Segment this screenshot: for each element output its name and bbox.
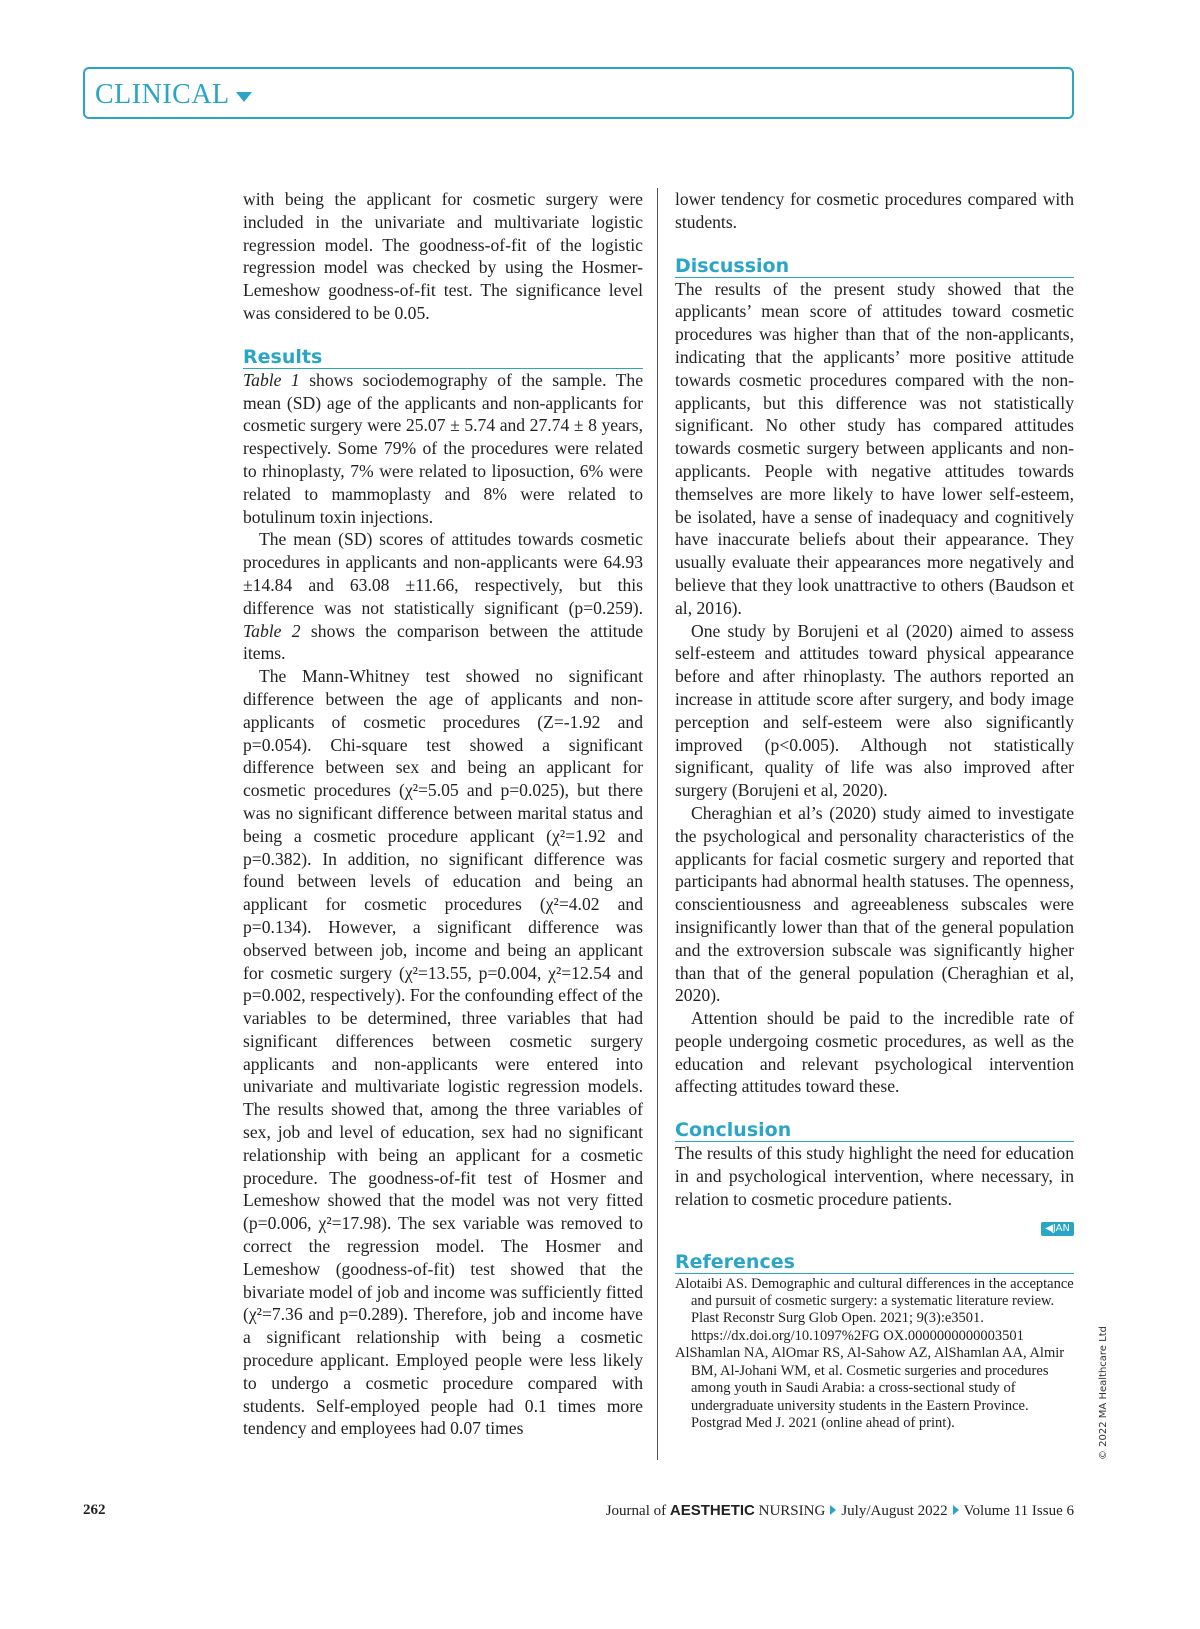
reference-list [675,1276,1074,1433]
copyright-notice [1098,1326,1112,1474]
results-paragraph-1 [243,369,643,529]
discussion-heading: Discussion [675,255,1074,278]
volume-issue: Volume 11 Issue 6 [963,1503,1074,1519]
section-header [83,67,1074,119]
results-heading: Results [243,346,643,369]
discussion-paragraph-3: Cheraghian et al’s (2020) study aimed to investigate the psychological and personality characteristics of the applicants for facial cosmetic surgery and reported that participants had abnormal health statuses. The openness, conscientiousness and agreeableness subscales were insignificantly lower than that of the general population and the extroversion subscale was significantly higher than that of the general population (Cheraghian et al, 2020). [675,802,1074,1006]
discussion-paragraph-4: Attention should be paid to the incredible rate of people undergoing cosmetic procedures, as well as the education and relevant psychological intervention affecting attitudes toward these. [675,1008,1074,1097]
issue-date: July/August 2022 [841,1503,948,1519]
journal-prefix: Journal of [605,1503,670,1519]
column-divider [657,188,658,1460]
page-number: 262 [83,1502,106,1518]
results-paragraph-1-text: shows sociodemography of the sample. The mean (SD) age of the applicants and non-applicants for cosmetic surgery were 25.07 ± 5.74 and 27.74 ± 8 years, respectively. Some 79% of the procedures were related to rhinoplasty, 7% were related to liposuction, 6% were related to mammoplasty and 8% were related to botulinum toxin injections. [243,369,644,527]
section-label: CLINICAL [95,79,230,110]
arrow-right-icon [953,1505,959,1515]
conclusion-heading: Conclusion [675,1119,1074,1142]
copyright-text: © 2022 MA Healthcare Ltd [1098,1326,1109,1460]
results-paragraph-2-text-a: The mean (SD) scores of attitudes towards cosmetic procedures in applicants and non-applicants were 64.93 ±14.84 and 63.08 ±11.66, respectively, but this difference was not statistically significant (p=0.259). [243,529,643,618]
end-badge-label: JAN [1052,1222,1070,1234]
reference-item: Alotaibi AS. Demographic and cultural differences in the acceptance and pursuit of cosmetic surgery: a systematic literature review. Plast Reconstr Surg Glob Open. 2021; 9(3):e3501. https://dx.doi.org/10.1097%2FG OX.0000000000003501 [675,1275,1074,1344]
conclusion-paragraph: The results of this study highlight the need for education in and psychological intervention, where necessary, in relation to cosmetic procedure patients. [675,1143,1074,1209]
results-paragraph-2 [243,528,643,665]
caret-down-icon [236,92,252,102]
section-title [95,79,252,111]
journal-name-bold: AESTHETIC [669,1502,755,1519]
methods-continuation: with being the applicant for cosmetic surgery were included in the univariate and multivariate logistic regression model. The goodness-of-fit of the logistic regression model was checked by using the Hosmer-Lemeshow goodness-of-fit test. The significance level was considered to be 0.05. [243,189,643,323]
end-mark [675,1214,1074,1234]
reference-item: AlShamlan NA, AlOmar RS, Al-Sahow AZ, AlShamlan AA, Almir BM, Al-Johani WM, et al. Cosmetic surgeries and procedures among youth in Saudi Arabia: a cross-sectional study of undergraduate university students in the Eastern Province. Postgrad Med J. 2021 (online ahead of print). [675,1345,1065,1431]
table-1-reference: Table 1 [243,369,300,390]
results-continuation: lower tendency for cosmetic procedures compared with students. [675,189,1074,232]
left-column [243,188,643,1440]
references-heading: References [675,1251,1074,1274]
discussion-paragraph-2: One study by Borujeni et al (2020) aimed to assess self-esteem and attitudes toward physical appearance before and after rhinoplasty. The authors reported an increase in attitude score after surgery, and body image perception and self-esteem were also significantly improved (p<0.005). Although not statistically significant, quality of life was also improved after surgery (Borujeni et al, 2020). [675,620,1074,801]
table-2-reference: Table 2 [243,620,301,641]
arrow-right-icon [830,1505,836,1515]
journal-end-badge: ◀JAN [1041,1222,1074,1236]
results-paragraph-3: The Mann-Whitney test showed no significant difference between the age of applicants and non-applicants of cosmetic procedures (Z=-1.92 and p=0.054). Chi-square test showed a significant difference between sex and being an applicant for cosmetic procedures (χ²=5.05 and p=0.025), but there was no significant difference between marital status and being a cosmetic procedure applicant (χ²=1.92 and p=0.382). In addition, no significant difference was found between levels of education and being an applicant for cosmetic procedures (χ²=4.02 and p=0.134). However, a significant difference was observed between job, income and being an applicant for cosmetic surgery (χ²=13.55, p=0.004, χ²=12.54 and p=0.002, respectively). For the confounding effect of the variables to be determined, three variables that had significant differences between cosmetic surgery applicants and non-applicants were entered into univariate and multivariate logistic regression models. The results showed that, among the three variables of sex, job and level of education, sex had no significant relationship with being an applicant for a cosmetic procedure. The goodness-of-fit test of Hosmer and Lemeshow showed that the model was not very fitted (p=0.006, χ²=17.98). The sex variable was removed to correct the regression model. The Hosmer and Lemeshow (goodness-of-fit) test showed that the bivariate model of job and income was sufficiently fitted (χ²=7.36 and p=0.289). Therefore, job and income have a significant relationship with being a cosmetic procedure applicant. Employed people were less likely to undergo a cosmetic procedure compared with students. Self-employed people had 0.1 times more tendency and employees had 0.07 times [243,666,643,1439]
journal-suffix: NURSING [754,1503,826,1519]
journal-footer [606,1502,1074,1520]
results-paragraph-2-text-b: shows the comparison between the attitude items. [243,620,643,664]
right-column [675,188,1074,1432]
discussion-paragraph-1: The results of the present study showed that the applicants’ mean score of attitudes toward cosmetic procedures was higher than that of the non-applicants, indicating that the applicants’ more positive attitude towards cosmetic procedures compared with the non-applicants, but this difference was not statistically significant. No other study has compared attitudes towards cosmetic surgery between applicants and non-applicants. People with negative attitudes towards themselves are more likely to have lower self-esteem, be isolated, have a sense of inadequacy and cognitively have inaccurate beliefs about their appearance. They usually evaluate their appearances more negatively and believe that they look unattractive to others (Baudson et al, 2016). [675,278,1074,618]
